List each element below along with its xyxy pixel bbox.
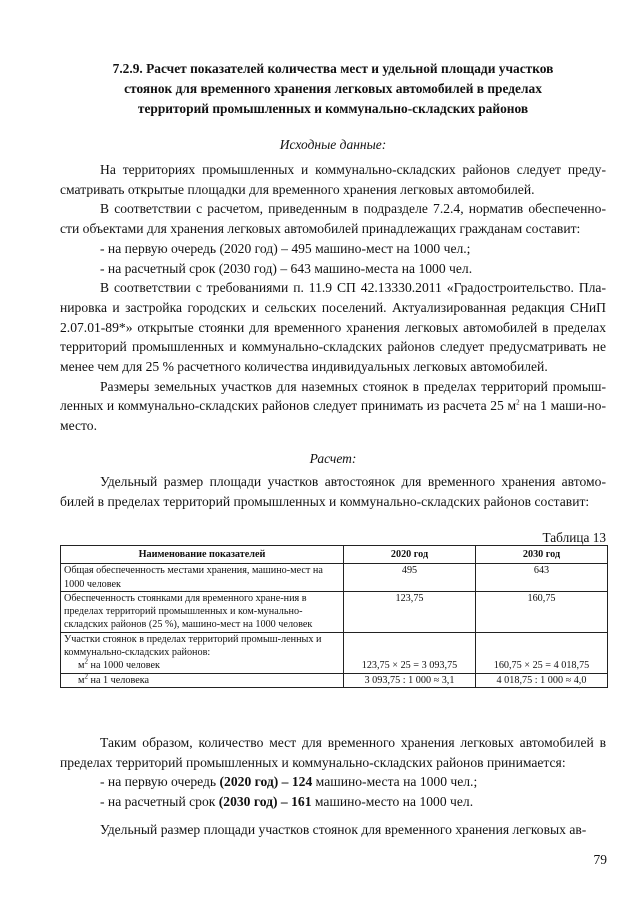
row2-2030: 160,75 (476, 591, 608, 632)
indicators-table (60, 545, 608, 688)
calc-body-text (60, 472, 606, 511)
row4-unit-sup: 2 (84, 672, 88, 681)
table-row (61, 591, 608, 632)
row4-unit-m: м (78, 674, 85, 686)
header-indicator: Наименование показателей (61, 546, 344, 564)
row4-name (61, 673, 344, 687)
conclusion-item-2030-bold: (2030 год) – 161 (218, 794, 312, 810)
calc-title: Расчет: (309, 451, 357, 466)
conclusion-item-2020 (60, 772, 606, 792)
heading-line-2: стоянок для временного хранения легковых автомобилей в пределах (124, 81, 542, 96)
row1-2020: 495 (344, 564, 476, 592)
conclusion-item-2020-c: машино-места на 1000 чел.; (312, 774, 478, 790)
paragraph-1: На территориях промышленных и коммунально-складских районов следует преду-сматривать открытые площадки для временного хранения легковых автомобилей. (60, 162, 606, 197)
final-text (60, 820, 606, 840)
paragraph-3: В соответствии с требованиями п. 11.9 СП 42.13330.2011 «Градостроительство. Пла-нировка и застройка городских и сельских поселений. Актуализированная редакция СНиП 2.07.01-89*» открытые стоянки для временного хранения легковых автомобилей в пределах территорий промышленных и коммунально-складских районов следует предусматривать не менее чем для 25 % расчетного количества индивидуальных легковых автомобилей. (60, 280, 606, 375)
conclusion-text (60, 733, 606, 812)
row2-2020: 123,75 (344, 591, 476, 632)
initial-data-title: Исходные данные: (279, 137, 387, 152)
final-paragraph: Удельный размер площади участков стоянок для временного хранения легковых ав- (100, 822, 587, 837)
heading-line-1: 7.2.9. Расчет показателей количества мест и удельной площади участков (112, 61, 554, 76)
list-item-2030: - на расчетный срок (2030 год) – 643 машино-места на 1000 чел. (100, 260, 473, 276)
page-number: 79 (593, 852, 607, 867)
row3-2020: 123,75 × 25 = 3 093,75 (344, 632, 476, 673)
table-header-row (61, 546, 608, 564)
row3-unit-m: м (78, 660, 85, 672)
paragraph-4 (60, 377, 606, 436)
row2-name: Обеспеченность стоянками для временного хране-ния в пределах территорий промышленных и ком-мунально-складских районов (25 %), машино-мест на 1000 человек (61, 591, 344, 632)
top-body-text (60, 160, 606, 436)
row3-2030: 160,75 × 25 = 4 018,75 (476, 632, 608, 673)
row1-name: Общая обеспеченность местами хранения, машино-мест на 1000 человек (61, 564, 344, 592)
conclusion-item-2020-a: - на первую очередь (100, 774, 220, 790)
conclusion-item-2020-bold: (2020 год) – 124 (219, 774, 313, 790)
row3-name-line1: Участки стоянок в пределах территорий промыш-ленных и коммунально-складских районов: (64, 633, 322, 659)
row4-2030: 4 018,75 : 1 000 ≈ 4,0 (476, 673, 608, 687)
header-2020: 2020 год (344, 546, 476, 564)
conclusion-paragraph: Таким образом, количество мест для временного хранения легковых автомобилей в пределах территорий промышленных и коммунально-складских районов принимается: (60, 735, 606, 770)
header-2030: 2030 год (476, 546, 608, 564)
row3-unit-rest: на 1000 человек (87, 660, 160, 672)
row3-name (61, 632, 344, 673)
table-caption: Таблица 13 (542, 530, 606, 545)
conclusion-item-2030 (60, 792, 606, 812)
table-row (61, 632, 608, 673)
conclusion-item-2030-a: - на расчетный срок (100, 794, 219, 810)
calc-paragraph: Удельный размер площади участков автостоянок для временного хранения автомо-билей в пределах территорий промышленных и коммунально-складских районов составит: (60, 474, 606, 509)
table-row (61, 673, 608, 687)
paragraph-4-sup: 2 (516, 398, 520, 407)
row3-unit-sup: 2 (84, 657, 88, 666)
section-heading (60, 59, 606, 119)
list-item-2020: - на первую очередь (2020 год) – 495 машино-мест на 1000 чел.; (100, 240, 471, 256)
paragraph-4-text-a: Размеры земельных участков для наземных стоянок в пределах территорий промыш-ленных и коммунально-складских районов следует принимать из расчета 25 м (60, 378, 606, 414)
row4-unit-rest: на 1 человека (87, 674, 150, 686)
table-row (61, 564, 608, 592)
heading-line-3: территорий промышленных и коммунально-складских районов (137, 101, 529, 116)
paragraph-2: В соответствии с расчетом, приведенным в подразделе 7.2.4, норматив обеспеченно-сти объектами для хранения легковых автомобилей принадлежащих гражданам составит: (60, 201, 606, 237)
paragraph-4-text-b: на 1 маши-но-место. (60, 398, 606, 434)
row4-2020: 3 093,75 : 1 000 ≈ 3,1 (344, 673, 476, 687)
conclusion-item-2030-c: машино-место на 1000 чел. (311, 794, 474, 810)
row1-2030: 643 (476, 564, 608, 592)
